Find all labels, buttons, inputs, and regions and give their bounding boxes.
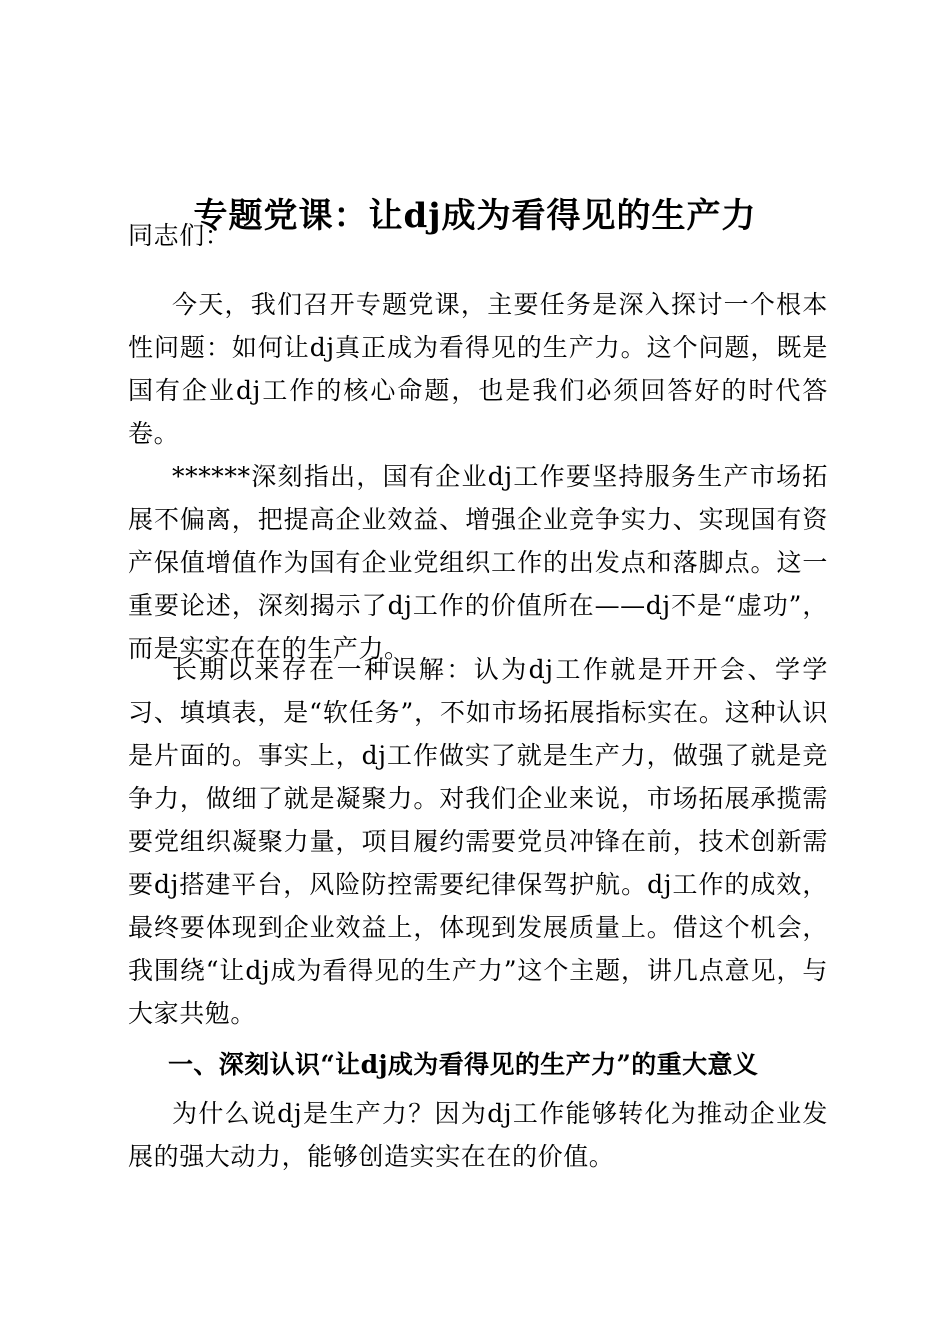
paragraph-misconception: 长期以来存在一种误解：认为dj工作就是开开会、学学习、填填表，是“软任务”，不如市场拓展指标实在。这种认识是片面的。事实上，dj工作做实了就是生产力，做强了就是竞争力，做细了就是凝聚力。对我们企业来说，市场拓展承揽需要党组织凝聚力量，项目履约需要党员冲锋在前，技术创新需要dj搭建平台，风险防控需要纪律保驾护航。dj工作的成效，最终要体现到企业效益上，体现到发展质量上。借这个机会，我围绕“让dj成为看得见的生产力”这个主题，讲几点意见，与大家共勉。 bbox=[128, 655, 828, 1028]
document-title: 专题党课：让dj成为看得见的生产力 bbox=[193, 195, 757, 236]
salutation: 同志们： bbox=[128, 221, 231, 250]
section-paragraph: 为什么说dj是生产力？因为dj工作能够转化为推动企业发展的强大动力，能够创造实实在在的价值。 bbox=[128, 1099, 828, 1171]
paragraph-intro: 今天，我们召开专题党课，主要任务是深入探讨一个根本性问题：如何让dj真正成为看得见的生产力。这个问题，既是国有企业dj工作的核心命题，也是我们必须回答好的时代答卷。 bbox=[128, 290, 828, 448]
paragraph-quote: ******深刻指出，国有企业dj工作要坚持服务生产市场拓展不偏离，把提高企业效益、增强企业竞争实力、实现国有资产保值增值作为国有企业党组织工作的出发点和落脚点。这一重要论述，深刻揭示了dj工作的价值所在——dj不是“虚功”，而是实实在在的生产力。 bbox=[128, 462, 828, 663]
section-heading: 一、深刻认识“让dj成为看得见的生产力”的重大意义 bbox=[168, 1050, 759, 1079]
